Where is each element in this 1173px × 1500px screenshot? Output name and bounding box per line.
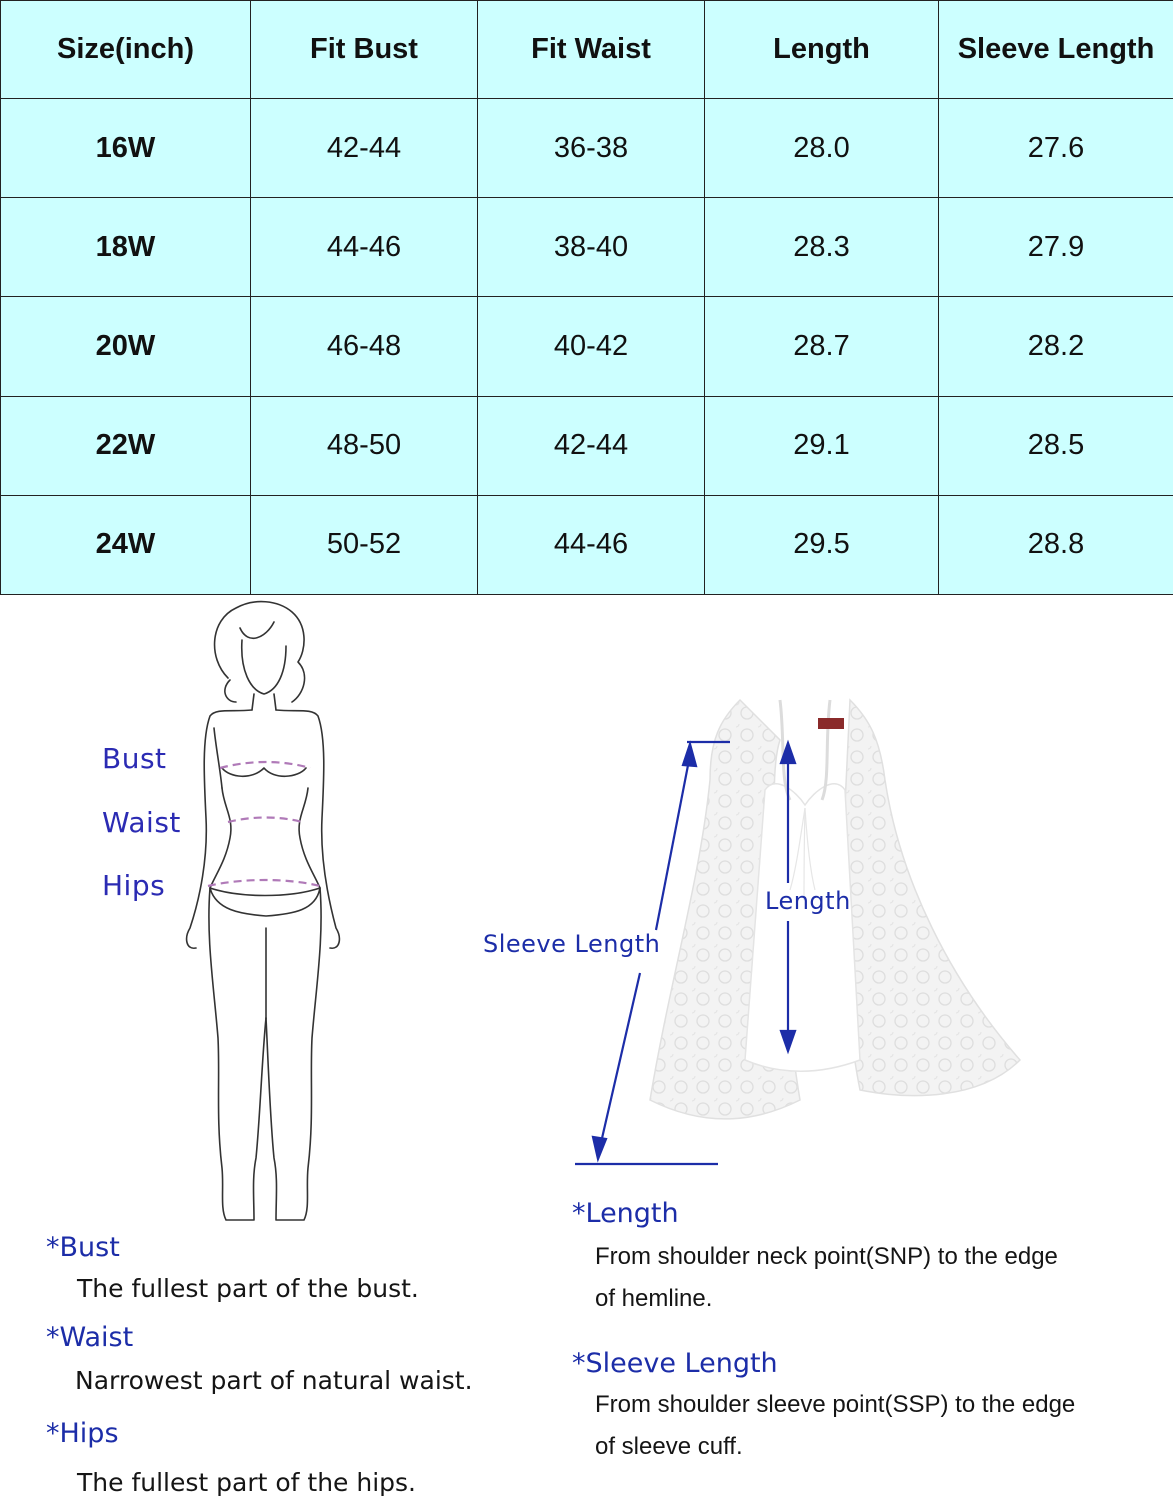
waist-measure-line xyxy=(228,818,302,823)
length-def-title: *Length xyxy=(572,1198,679,1229)
fit-bust-cell: 48-50 xyxy=(251,396,478,495)
length-arrow-bottom xyxy=(781,1031,795,1051)
hips-label: Hips xyxy=(102,869,166,902)
fit-waist-cell: 38-40 xyxy=(478,198,705,297)
sleeve-length-cell: 28.5 xyxy=(939,396,1173,495)
length-cell: 29.1 xyxy=(705,396,939,495)
hips-measure-line xyxy=(208,880,320,886)
sleeve-length-def-line1: From shoulder sleeve point(SSP) to the edge xyxy=(595,1391,1076,1418)
table-row xyxy=(1,198,1173,297)
size-cell: 24W xyxy=(1,495,251,594)
length-cell: 28.7 xyxy=(705,297,939,396)
length-arrow-top xyxy=(781,743,795,763)
bust-measure-line xyxy=(220,762,310,768)
sleeve-length-cell: 28.2 xyxy=(939,297,1173,396)
length-cell: 29.5 xyxy=(705,495,939,594)
sleeve-length-label: Sleeve Length xyxy=(483,930,661,958)
fit-bust-cell: 50-52 xyxy=(251,495,478,594)
sleeve-length-def-text xyxy=(595,1384,1135,1468)
header-fit-bust: Fit Bust xyxy=(251,1,478,99)
fit-bust-cell: 44-46 xyxy=(251,198,478,297)
header-size: Size(inch) xyxy=(1,1,251,99)
sleeve-length-cell: 28.8 xyxy=(939,495,1173,594)
fit-waist-cell: 36-38 xyxy=(478,99,705,198)
table-header-row xyxy=(1,1,1173,99)
header-sleeve-length: Sleeve Length xyxy=(939,1,1173,99)
size-cell: 18W xyxy=(1,198,251,297)
right-sleeve xyxy=(840,700,1020,1096)
waist-def-text: Narrowest part of natural waist. xyxy=(75,1366,473,1395)
sleeve-arrow-top xyxy=(683,744,696,766)
header-length: Length xyxy=(705,1,939,99)
table-row xyxy=(1,297,1173,396)
sleeve-length-def-title: *Sleeve Length xyxy=(572,1348,778,1379)
bust-label: Bust xyxy=(102,742,167,775)
waist-def-title: *Waist xyxy=(46,1322,134,1353)
hips-def-text: The fullest part of the hips. xyxy=(77,1468,417,1497)
sleeve-length-cell: 27.9 xyxy=(939,198,1173,297)
length-def-line1: From shoulder neck point(SNP) to the edge xyxy=(595,1243,1058,1270)
length-cell: 28.0 xyxy=(705,99,939,198)
size-cell: 16W xyxy=(1,99,251,198)
brand-tag xyxy=(818,718,844,729)
size-cell: 22W xyxy=(1,396,251,495)
fit-bust-cell: 46-48 xyxy=(251,297,478,396)
length-def-line2: of hemline. xyxy=(595,1285,713,1312)
waist-label: Waist xyxy=(102,806,181,839)
body-outline-figure xyxy=(170,598,370,1228)
sleeve-length-def-line2: of sleeve cuff. xyxy=(595,1433,743,1460)
table-row xyxy=(1,99,1173,198)
table-row xyxy=(1,396,1173,495)
length-def-text xyxy=(595,1236,1135,1320)
fit-waist-cell: 42-44 xyxy=(478,396,705,495)
fit-waist-cell: 44-46 xyxy=(478,495,705,594)
sleeve-arrow-bottom xyxy=(593,1137,606,1159)
size-chart-table xyxy=(0,0,1173,595)
bust-def-title: *Bust xyxy=(46,1232,120,1263)
table-row xyxy=(1,495,1173,594)
hips-def-title: *Hips xyxy=(46,1418,119,1449)
bust-def-text: The fullest part of the bust. xyxy=(77,1274,419,1303)
length-cell: 28.3 xyxy=(705,198,939,297)
sleeve-length-cell: 27.6 xyxy=(939,99,1173,198)
header-fit-waist: Fit Waist xyxy=(478,1,705,99)
length-label: Length xyxy=(765,887,851,915)
fit-bust-cell: 42-44 xyxy=(251,99,478,198)
fit-waist-cell: 40-42 xyxy=(478,297,705,396)
size-cell: 20W xyxy=(1,297,251,396)
